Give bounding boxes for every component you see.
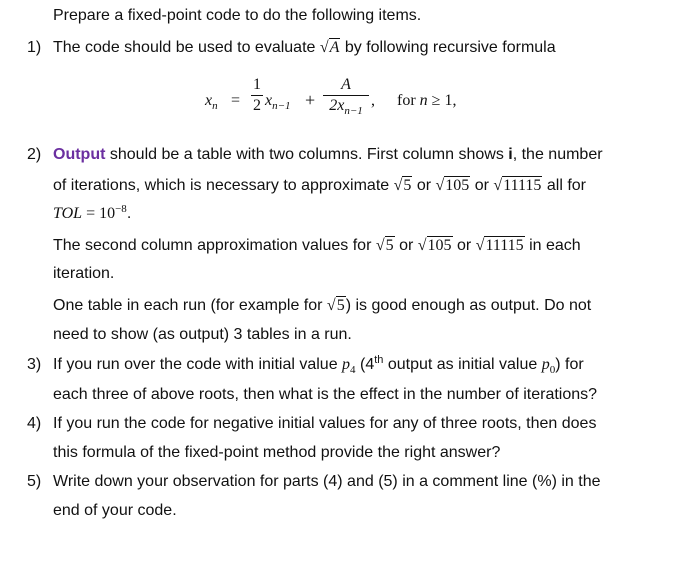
item-2-line-7: need to show (as output) 3 tables in a run. xyxy=(53,326,352,343)
item-1-text-a: The code should be used to evaluate xyxy=(53,39,320,56)
sqrt-105-b: √105 xyxy=(417,237,452,254)
item-5-line-2: end of your code. xyxy=(53,502,177,519)
item-4-line-1: If you run the code for negative initial values for any of three roots, then does xyxy=(53,415,597,432)
recursive-formula xyxy=(205,74,505,130)
item-4-number: 4) xyxy=(27,415,42,432)
formula-condition: for n ≥ 1, xyxy=(397,92,457,109)
sqrt-a: √A xyxy=(319,39,340,56)
item-3-number: 3) xyxy=(27,356,42,373)
sqrt-5: √5 xyxy=(393,177,412,194)
item-1-text xyxy=(53,38,556,58)
item-2-line-4: The second column approximation values for √5 or √105 or √11115 in each xyxy=(53,237,581,254)
formula-lhs: $x_n$ xyxy=(205,92,218,112)
fraction-a-over-2x: A $2x_{n-1}$ xyxy=(323,76,369,115)
sqrt-5-b: √5 xyxy=(375,237,394,254)
output-highlight: Output xyxy=(53,146,106,163)
item-3-line-1: If you run over the code with initial value $p_4$ (4th output as initial value $p_0$) for xyxy=(53,354,584,376)
item-2-line-6: One table in each run (for example for √5) is good enough as output. Do not xyxy=(53,297,592,314)
item-2-number: 2) xyxy=(27,146,42,163)
sqrt-5-c: √5 xyxy=(326,297,345,314)
item-2-line-1: Output should be a table with two columns. First column shows i, the number xyxy=(53,146,603,163)
item-2-line-5: iteration. xyxy=(53,265,115,282)
formula-equals: = xyxy=(231,92,241,109)
formula-term1: $x_{n-1}$ xyxy=(265,92,291,112)
item-1-text-b: by following recursive formula xyxy=(340,39,556,56)
formula-plus: + xyxy=(305,90,316,110)
item-4-line-2: this formula of the fixed-point method provide the right answer? xyxy=(53,444,501,461)
formula-comma: , xyxy=(371,92,375,109)
intro-text: Prepare a fixed-point code to do the following items. xyxy=(53,7,422,24)
item-2-line-2: of iterations, which is necessary to approximate √5 or √105 or √11115 all for xyxy=(53,177,586,194)
item-1-number: 1) xyxy=(27,39,42,56)
item-3-line-2: each three of above roots, then what is the effect in the number of iterations? xyxy=(53,386,598,403)
sqrt-a-arg: A xyxy=(329,39,340,56)
sqrt-105: √105 xyxy=(435,177,470,194)
tolerance: TOL = $10^{-8}$. xyxy=(53,203,132,222)
item-5-line-1: Write down your observation for parts (4) and (5) in a comment line (%) in the xyxy=(53,473,601,490)
sqrt-11115: √11115 xyxy=(493,177,542,194)
sqrt-11115-b: √11115 xyxy=(475,237,524,254)
item-5-number: 5) xyxy=(27,473,42,490)
fraction-one-half: 1 2 xyxy=(253,76,261,114)
